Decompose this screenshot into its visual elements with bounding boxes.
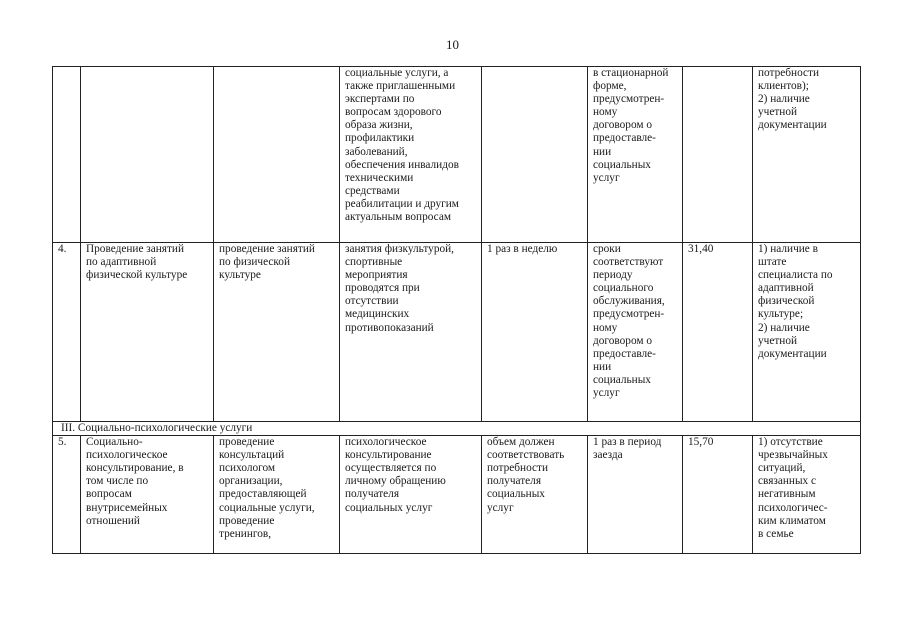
table-row — [53, 67, 861, 243]
cell-num — [53, 67, 81, 243]
cell-num: 4. — [53, 243, 81, 422]
cell-price: 15,70 — [683, 436, 753, 554]
cell-service-description: психологическое консультирование осуществляется по личному обращению получателя социальных услуг — [340, 436, 482, 554]
table-row — [53, 243, 861, 422]
cell-service-name: Социально- психологическое консультирование, в том числе по вопросам внутрисемейных отношений — [81, 436, 214, 554]
cell-price: 31,40 — [683, 243, 753, 422]
cell-service-content: проведение консультаций психологом организации, предоставляющей социальные услуги, проведение тренингов, — [214, 436, 340, 554]
cell-num: 5. — [53, 436, 81, 554]
cell-volume: 1 раз в неделю — [482, 243, 588, 422]
cell-volume: объем должен соответствовать потребности получателя социальных услуг — [482, 436, 588, 554]
cell-term: в стационарной форме, предусмотрен- ному договором о предоставле- нии социальных услуг — [588, 67, 683, 243]
cell-quality: потребности клиентов); 2) наличие учетной документации — [753, 67, 861, 243]
cell-service-name: Проведение занятий по адаптивной физической культуре — [81, 243, 214, 422]
services-table — [52, 66, 861, 554]
cell-service-content — [214, 67, 340, 243]
table-row — [53, 436, 861, 554]
cell-service-description: социальные услуги, а также приглашенными экспертами по вопросам здорового образа жизни, профилактики заболеваний, обеспечения инвалидов техническими средствами реабилитации и другим актуальным вопросам — [340, 67, 482, 243]
cell-price — [683, 67, 753, 243]
section-title: III. Социально-психологические услуги — [53, 422, 861, 436]
cell-term: сроки соответствуют периоду социального обслуживания, предусмотрен- ному договором о предоставле- нии социальных услуг — [588, 243, 683, 422]
cell-volume — [482, 67, 588, 243]
cell-term: 1 раз в период заезда — [588, 436, 683, 554]
cell-service-description: занятия физкультурой, спортивные мероприятия проводятся при отсутствии медицинских противопоказаний — [340, 243, 482, 422]
cell-quality: 1) наличие в штате специалиста по адаптивной физической культуре; 2) наличие учетной документации — [753, 243, 861, 422]
cell-quality: 1) отсутствие чрезвычайных ситуаций, связанных с негативным психологичес- ким климатом в семье — [753, 436, 861, 554]
section-row — [53, 422, 861, 436]
cell-service-content: проведение занятий по физической культуре — [214, 243, 340, 422]
cell-service-name — [81, 67, 214, 243]
page-number: 10 — [446, 37, 459, 52]
